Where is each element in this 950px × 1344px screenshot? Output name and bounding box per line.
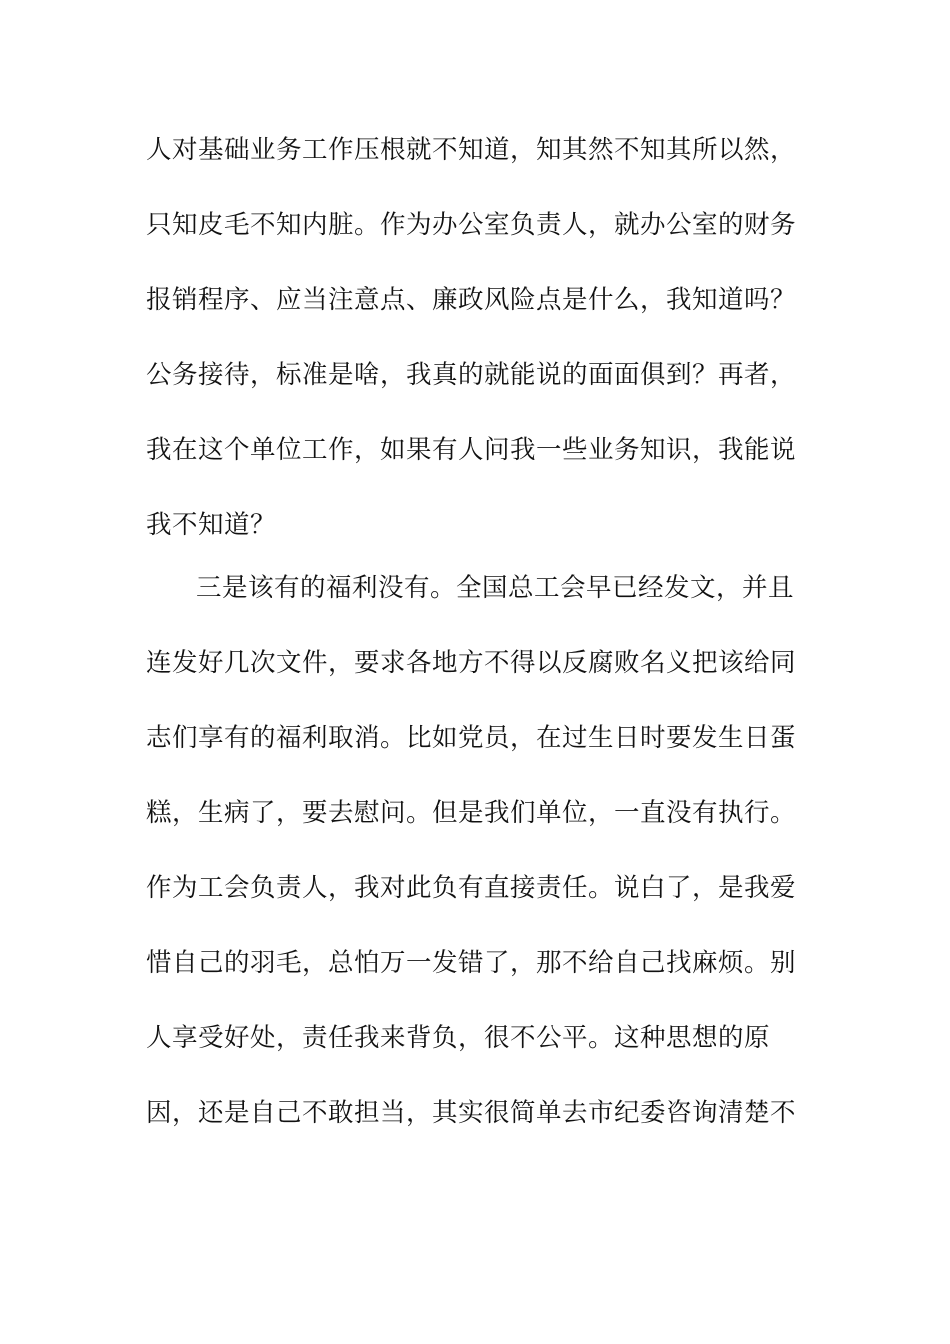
text-line: 我不知道？ xyxy=(146,510,277,540)
text-line: 报销程序、应当注意点、廉政风险点是什么，我知道吗？ xyxy=(146,285,797,315)
text-line: 作为工会负责人，我对此负有直接责任。说白了，是我爱 xyxy=(146,873,797,903)
text-line: 我在这个单位工作，如果有人问我一些业务知识，我能说 xyxy=(146,435,797,465)
paragraph-first-line: 三是该有的福利没有。全国总工会早已经发文，并且 xyxy=(196,573,795,603)
text-line: 公务接待，标准是啥，我真的就能说的面面俱到？再者， xyxy=(146,360,797,390)
text-line: 糕，生病了，要去慰问。但是我们单位，一直没有执行。 xyxy=(146,798,797,828)
text-line: 人享受好处，责任我来背负，很不公平。这种思想的原 xyxy=(146,1023,771,1053)
text-line: 人对基础业务工作压根就不知道，知其然不知其所以然， xyxy=(146,135,797,165)
text-line: 只知皮毛不知内脏。作为办公室负责人，就办公室的财务 xyxy=(146,210,797,240)
text-line: 志们享有的福利取消。比如党员，在过生日时要发生日蛋 xyxy=(146,723,797,753)
text-line: 因，还是自己不敢担当，其实很简单去市纪委咨询清楚不 xyxy=(146,1098,797,1128)
text-line: 连发好几次文件，要求各地方不得以反腐败名义把该给同 xyxy=(146,648,797,678)
text-line: 惜自己的羽毛，总怕万一发错了，那不给自己找麻烦。别 xyxy=(146,948,797,978)
